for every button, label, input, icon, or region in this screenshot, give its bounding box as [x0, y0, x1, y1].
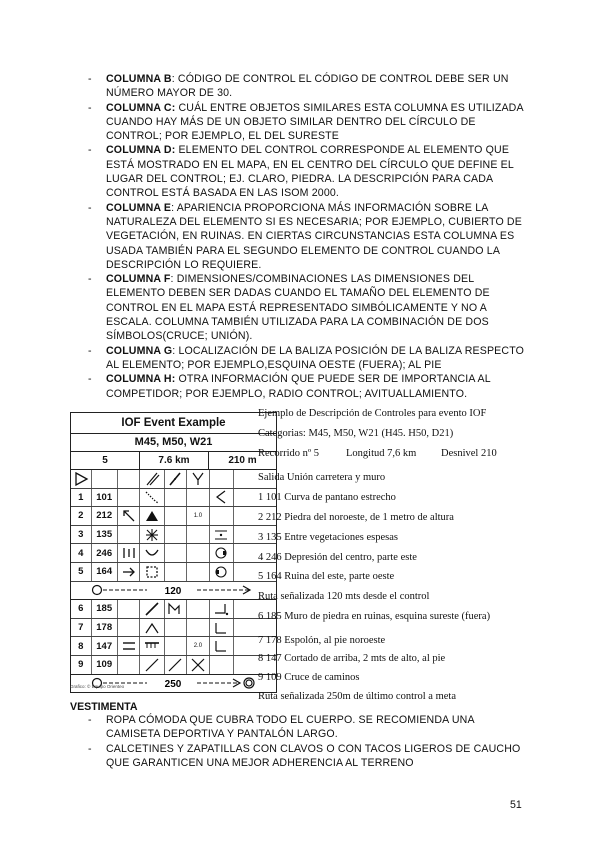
- column-label: COLUMNA H:: [106, 373, 176, 386]
- description-line: 1 101 Curva de pantano estrecho: [258, 492, 396, 503]
- control-row-4: 4 246: [71, 544, 276, 563]
- description-title: Ejemplo de Descripción de Controles para evento IOF: [258, 408, 487, 419]
- corner-outside-icon: [210, 600, 234, 618]
- column-text: DIMENSIONES/COMBINACIONES LAS DIMENSIONES DEL ELEMENTO DEBEN SER DADAS CUANDO EL TAMAÑO DEL ELEMENTO DE CONTROL EN EL MAPA ESTÁ REPRESENTADO SIMBÓLICAMENTE Y NO A ESCALA. COLUMNA TAMBIÉN UTILIZADA PARA LA COMBINACIÓN DE DOS SÍMBOLOS(CRUCE; UNIÓN).: [106, 273, 490, 343]
- column-text: APARIENCIA PROPORCIONA MÁS INFORMACIÓN SOBRE LA NATURALEZA DEL ELEMENTO SI ES NECESARIA; POR EJEMPLO, CUBIERTO DE VEGETACIÓN, EN RUINAS. EN CIERTAS CIRCUNSTANCIAS ESTA COLUMNA ES USADA TAMBIÉN PARA EL SEGUNDO ELEMENTO DE CONTROL CUANDO LA DESCRIPCIÓN LO REQUIERE.: [106, 201, 522, 271]
- list-item-columna-d: [88, 143, 528, 200]
- description-line: 9 109 Cruce de caminos: [258, 672, 360, 683]
- crossing-icon: [187, 656, 209, 674]
- control-row-2: 2 212 1.0: [71, 507, 276, 526]
- junction-icon: [187, 470, 209, 488]
- list-item-columna-c: [88, 101, 528, 144]
- marked-route-arrow-icon: [89, 584, 259, 596]
- upper-icon: [118, 637, 140, 655]
- control-description-figure: [70, 400, 530, 702]
- column-label: COLUMNA B: [106, 73, 172, 85]
- column-label: COLUMNA C:: [106, 101, 176, 114]
- course-length: 7.6 km: [140, 452, 209, 469]
- column-text: OTRA INFORMACIÓN QUE PUEDE SER DE IMPORTANCIA AL COMPETIDOR; POR EJEMPLO, RADIO CONTROL; AVITUALLAMIENTO.: [106, 373, 491, 400]
- narrow-marsh-icon: [140, 489, 164, 507]
- foot-icon: [210, 619, 234, 637]
- path-icon: [140, 656, 164, 674]
- control-row-3: 3 135: [71, 526, 276, 545]
- description-line: Ruta señalizada 120 mts desde el control: [258, 591, 430, 602]
- column-text: ELEMENTO DEL CONTROL CORRESPONDE AL ELEMENTO QUE ESTÁ MOSTRADO EN EL MAPA, EN EL CENTRO DEL CÍRCULO QUE DEFINE EL LUGAR DEL CONTROL; EJ. CLARO, PIEDRA. LA DESCRIPCIÓN PARA CADA CONTROL ESTÁ BASADA EN LAS ISOM 2000.: [106, 144, 514, 200]
- control-row-1: 1 101: [71, 489, 276, 508]
- thicket-icon: [140, 526, 164, 544]
- list-item-columna-g: - COLUMNA G: LOCALIZACIÓN DE LA BALIZA POSICIÓN DE LA BALIZA RESPECTO AL ELEMENTO; POR EJEMPLO,ESQUINA OESTE (FUERA); AL PIE: [88, 344, 528, 373]
- description-line: 7 178 Espolón, al pie noroeste: [258, 635, 386, 646]
- course-climb: 210 m: [228, 455, 257, 466]
- column-text: CÓDIGO DE CONTROL EL CÓDIGO DE CONTROL DEBE SER UN NÚMERO MAYOR DE 30.: [106, 73, 509, 100]
- west-part-icon: [210, 563, 234, 581]
- page-number: 51: [510, 799, 522, 811]
- iof-control-description-sheet: [70, 412, 277, 693]
- clothing-list: [88, 713, 528, 770]
- boulder-icon: [140, 507, 164, 525]
- description-course-info: Recorrido nº 5 Longitud 7,6 km Desnivel 210: [258, 448, 497, 459]
- iof-categories: M45, M50, W21: [71, 434, 276, 452]
- marked-route-120: [71, 582, 276, 601]
- route-distance: 120: [164, 586, 181, 597]
- description-categories: Categorias: M45, M50, W21 (H45. H50, D21): [258, 428, 454, 439]
- column-definitions-list: [88, 72, 528, 401]
- cliff-icon: [140, 637, 164, 655]
- start-row: [71, 470, 276, 489]
- section-heading: VESTIMENTA: [70, 701, 138, 713]
- column-label: COLUMNA F: [106, 273, 171, 286]
- control-row-9: 9 109: [71, 656, 276, 675]
- road-icon: [140, 470, 164, 488]
- foot-icon: [210, 637, 234, 655]
- description-line: 4 246 Depresión del centro, parte este: [258, 552, 417, 563]
- description-line: 2 212 Piedra del noroeste, de 1 metro de altura: [258, 512, 454, 523]
- list-item: - ROPA CÓMODA QUE CUBRA TODO EL CUERPO. SE RECOMIENDA UNA CAMISETA DEPORTIVA Y PANTALÓN LARGO.: [88, 713, 528, 742]
- control-row-7: 7 178: [71, 619, 276, 638]
- bend-icon: [210, 489, 234, 507]
- route-distance: 250: [164, 679, 181, 690]
- spur-icon: [140, 619, 164, 637]
- list-item-columna-e: - COLUMNA E: APARIENCIA PROPORCIONA MÁS INFORMACIÓN SOBRE LA NATURALEZA DEL ELEMENTO SI ES NECESARIA; POR EJEMPLO, CUBIERTO DE VEGETACIÓN, EN RUINAS. EN CIERTAS CIRCUNSTANCIAS ESTA COLUMNA ES USADA TAMBIÉN PARA EL SEGUNDO ELEMENTO DE CONTROL CUANDO LA DESCRIPCIÓN LO REQUIERE.: [88, 201, 528, 272]
- description-line: Salida Unión carretera y muro: [258, 472, 386, 483]
- wall-icon: [165, 470, 187, 488]
- east-part-icon: [210, 544, 234, 562]
- description-line: Ruta señalizada 250m de último control a meta: [258, 691, 456, 702]
- path-icon: [165, 656, 187, 674]
- control-row-5: 5 164: [71, 563, 276, 582]
- description-line: 3 135 Entre vegetaciones espesas: [258, 532, 398, 543]
- column-label: COLUMNA G: [106, 344, 173, 357]
- stone-wall-icon: [140, 600, 164, 618]
- list-item: - CALCETINES Y ZAPATILLAS CON CLAVOS O CON TACOS LIGEROS DE CAUCHO QUE GARANTICEN UNA MEJOR ADHERENCIA AL TERRENO: [88, 742, 528, 771]
- list-item-columna-h: [88, 372, 528, 401]
- column-label: COLUMNA D:: [106, 144, 176, 157]
- list-item-columna-b: - COLUMNA B: CÓDIGO DE CONTROL EL CÓDIGO DE CONTROL DEBE SER UN NÚMERO MAYOR DE 30.: [88, 72, 528, 101]
- course-number: 5: [71, 452, 140, 469]
- iof-sheet-title: IOF Event Example: [71, 413, 276, 434]
- iof-course-header: [71, 452, 276, 470]
- depression-icon: [140, 544, 164, 562]
- ruined-icon: [165, 600, 187, 618]
- ruin-icon: [140, 563, 164, 581]
- between-icon: [210, 526, 234, 544]
- control-row-8: 8 147 2.0: [71, 637, 276, 656]
- description-line: 5 164 Ruina del este, parte oeste: [258, 571, 395, 582]
- column-text: CUÁL ENTRE OBJETOS SIMILARES ESTA COLUMNA ES UTILIZADA CUANDO HAY MÁS DE UN OBJETO SIMILAR DENTRO DEL CÍRCULO DE CONTROL; POR EJEMPLO, EL DEL SURESTE: [106, 101, 524, 143]
- control-row-6: 6 185: [71, 600, 276, 619]
- column-label: COLUMNA E: [106, 201, 172, 214]
- figure-credit: Grafico: © Equipo Orienteo: [70, 684, 125, 689]
- middle-icon: [118, 544, 140, 562]
- northwest-arrow-icon: [118, 507, 140, 525]
- east-arrow-icon: [118, 563, 140, 581]
- description-line: 6 185 Muro de piedra en ruinas, esquina sureste (fuera): [258, 611, 491, 622]
- start-triangle-icon: [71, 470, 92, 488]
- description-line: 8 147 Cortado de arriba, 2 mts de alto, al pie: [258, 653, 446, 664]
- list-item-columna-f: - COLUMNA F: DIMENSIONES/COMBINACIONES LAS DIMENSIONES DEL ELEMENTO DEBEN SER DADAS CUANDO EL TAMAÑO DEL ELEMENTO DE CONTROL EN EL MAPA ESTÁ REPRESENTADO SIMBÓLICAMENTE Y NO A ESCALA. COLUMNA TAMBIÉN UTILIZADA PARA LA COMBINACIÓN DE DOS SÍMBOLOS(CRUCE; UNIÓN).: [88, 272, 528, 343]
- column-text: LOCALIZACIÓN DE LA BALIZA POSICIÓN DE LA BALIZA RESPECTO AL ELEMENTO; POR EJEMPLO,ESQUINA OESTE (FUERA); AL PIE: [106, 344, 525, 371]
